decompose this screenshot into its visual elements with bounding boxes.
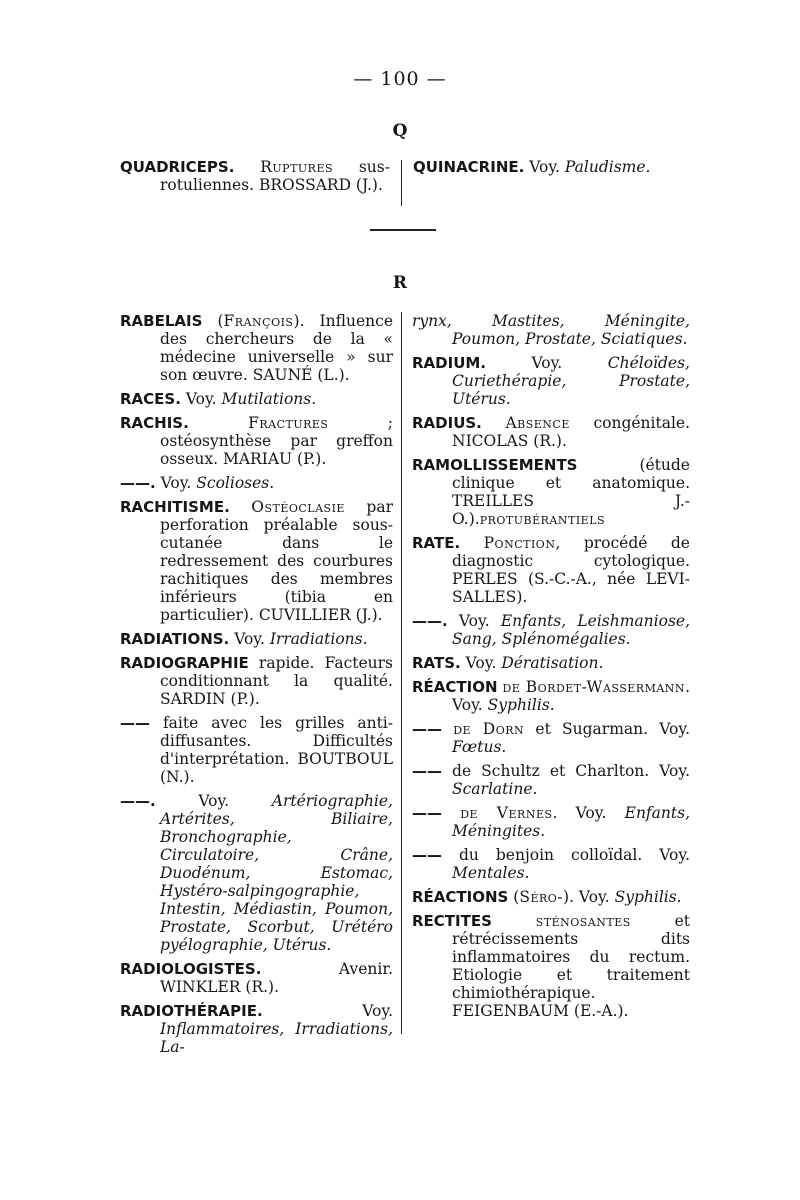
- column-divider: [401, 312, 402, 1034]
- entry-reference: Enfants, Méningites.: [452, 804, 690, 840]
- entry-reference: Mentales.: [452, 864, 530, 882]
- index-entry: [120, 714, 393, 786]
- entry-smallcaps: Ponction: [483, 534, 556, 552]
- entry-reference: Inflammatoires, Irradiations, La-: [160, 1020, 393, 1056]
- index-entry: [412, 888, 690, 906]
- entry-text: ). Influence des chercheurs de la « médecine universelle » sur son œuvre. SAUNÉ (L.).: [160, 312, 393, 384]
- entry-reference: Syphilis.: [487, 696, 555, 714]
- entry-text: ; ostéosynthèse par greffon osseux. MARIAU (P.).: [160, 414, 393, 468]
- entry-text: par perforation préalable sous-cutanée dans le redressement des courbures rachitiques des membres inférieurs (tibia en particulier). CUVILLIER (J.).: [160, 498, 393, 624]
- entry-headword: RAMOLLISSEMENTS: [412, 456, 578, 474]
- entry-headword: ——: [412, 804, 442, 822]
- entry-headword: RÉACTIONS: [412, 888, 509, 906]
- entry-headword: RECTITES: [412, 912, 492, 930]
- index-entry: [120, 474, 393, 492]
- entry-headword: RATS.: [412, 654, 461, 672]
- entry-text: Voy.: [460, 654, 502, 672]
- entry-text: Voy.: [229, 630, 270, 648]
- entry-headword: RABELAIS: [120, 312, 203, 330]
- entry-headword: RADIATIONS.: [120, 630, 230, 648]
- entry-reference: Enfants, Leishmaniose, Sang, Splénomégalies.: [452, 612, 690, 648]
- entry-headword: ——: [412, 720, 442, 738]
- entry-smallcaps: Ostéoclasie: [251, 498, 345, 516]
- entry-text: Avenir. WINKLER (R.).: [160, 960, 393, 996]
- entry-reference: Scolioses.: [196, 474, 275, 492]
- page-number: — 100 —: [353, 68, 447, 90]
- entry-headword: RÉACTION: [412, 678, 498, 696]
- index-entry: [412, 912, 690, 1020]
- section-letter-q: Q: [392, 121, 408, 141]
- entry-headword: RATE.: [412, 534, 461, 552]
- entry-text: sus-rotuliennes. BROSSARD (J.).: [160, 158, 390, 194]
- entry-headword: RADIUM.: [412, 354, 486, 372]
- entry-reference: Syphilis.: [614, 888, 682, 906]
- index-entry: [412, 534, 690, 606]
- index-entry: [120, 792, 393, 954]
- index-entry: [412, 312, 690, 348]
- entry-headword: QUADRICEPS.: [120, 158, 235, 176]
- entry-headword: RADIOGRAPHIE: [120, 654, 249, 672]
- entry-text: Voy.: [180, 390, 222, 408]
- entry-smallcaps: François: [223, 312, 294, 330]
- entry-smallcaps: de Vernes: [460, 804, 553, 822]
- entry-headword: ——: [412, 846, 442, 864]
- entry-text: faite avec les grilles anti-diffusantes. Difficultés d'interprétation. BOUTBOUL (N.).: [150, 714, 393, 786]
- section-r: [120, 312, 690, 1056]
- index-entry: [413, 158, 698, 176]
- entry-text: Voy.: [447, 612, 501, 630]
- entry-headword: ——.: [120, 792, 156, 810]
- index-entry: [412, 804, 690, 840]
- entry-headword: RACHITISME.: [120, 498, 230, 516]
- index-entry: [120, 960, 393, 996]
- entry-text: . Voy.: [452, 678, 690, 714]
- section-letter-r: R: [392, 273, 408, 293]
- index-entry: [120, 158, 390, 194]
- index-entry: [412, 456, 690, 528]
- entry-smallcaps: Fractures: [248, 414, 329, 432]
- entry-headword: RACHIS.: [120, 414, 189, 432]
- entry-headword: ——.: [120, 474, 156, 492]
- entry-reference: Dératisation.: [501, 654, 604, 672]
- entry-text: Voy.: [524, 158, 565, 176]
- index-entry: [120, 1002, 393, 1056]
- entry-reference: Fœtus.: [452, 738, 507, 756]
- entry-headword: RADIOTHÉRAPIE.: [120, 1002, 263, 1020]
- entry-smallcaps: Absence: [505, 414, 570, 432]
- entry-text: rapide. Facteurs conditionnant la qualité. SARDIN (P.).: [160, 654, 393, 708]
- index-entry: [412, 612, 690, 648]
- entry-text: Voy.: [486, 354, 608, 372]
- entry-headword: RADIUS.: [412, 414, 482, 432]
- column-divider: [401, 160, 402, 206]
- entry-reference: Mutilations.: [221, 390, 317, 408]
- entry-text: et rétrécissements dits inflammatoires du rectum. Etiologie et traitement chimiothérapique. FEIGENBAUM (E.-A.).: [452, 912, 690, 1020]
- entry-text: Voy.: [155, 792, 272, 810]
- section-q: [120, 158, 690, 208]
- entry-smallcaps: Ruptures: [260, 158, 334, 176]
- entry-headword: ——: [412, 762, 442, 780]
- entry-text: ). Voy.: [563, 888, 615, 906]
- entry-text: (: [508, 888, 520, 906]
- entry-headword: QUINACRINE.: [413, 158, 525, 176]
- entry-smallcaps: protubérantiels: [479, 510, 606, 528]
- index-entry: [412, 762, 690, 798]
- index-entry: [412, 654, 690, 672]
- entry-smallcaps: de Bordet-Wassermann: [502, 678, 686, 696]
- entry-reference: Scarlatine.: [452, 780, 538, 798]
- entry-text: du benjoin colloïdal. Voy.: [442, 846, 690, 864]
- section-r-right-column: [412, 312, 690, 1026]
- entry-headword: ——.: [412, 612, 448, 630]
- entry-smallcaps: sténosantes: [535, 912, 631, 930]
- section-r-left-column: [120, 312, 393, 1062]
- entry-text: et Sugarman. Voy.: [524, 720, 690, 738]
- entry-reference: Artériographie, Artérites, Biliaire, Bronchographie, Circulatoire, Crâne, Duodénum, Estomac, Hystéro-salpingographie, Intestin, Médiastin, Poumon, Prostate, Scorbut, Urétéro pyélographie, Utérus.: [160, 792, 393, 954]
- index-entry: [412, 846, 690, 882]
- entry-text: , procédé de diagnostic cytologique. PERLES (S.-C.-A., née LEVI-SALLES).: [452, 534, 690, 606]
- entry-reference: Irradiations.: [269, 630, 368, 648]
- entry-reference: rynx, Mastites, Méningite, Poumon, Prostate, Sciatiques.: [412, 312, 690, 348]
- index-entry: [412, 720, 690, 756]
- entry-headword: RACES.: [120, 390, 181, 408]
- entry-text: congénitale. NICOLAS (R.).: [452, 414, 690, 450]
- index-entry: [412, 414, 690, 450]
- entry-text: Voy.: [262, 1002, 393, 1020]
- index-entry: [412, 354, 690, 408]
- index-entry: [120, 390, 393, 408]
- entry-text: (: [202, 312, 224, 330]
- entry-text: Voy.: [155, 474, 197, 492]
- index-entry: [120, 630, 393, 648]
- entry-headword: ——: [120, 714, 150, 732]
- section-q-right-column: [413, 158, 698, 182]
- entry-headword: RADIOLOGISTES.: [120, 960, 262, 978]
- entry-smallcaps: de Dorn: [453, 720, 525, 738]
- entry-text: de Schultz et Charlton. Voy.: [442, 762, 690, 780]
- section-q-left-column: [120, 158, 390, 200]
- index-entry: [120, 498, 393, 624]
- entry-text: . Voy.: [552, 804, 625, 822]
- index-entry: [120, 312, 393, 384]
- entry-reference: Chéloïdes, Curiethérapie, Prostate, Utérus.: [452, 354, 690, 408]
- index-entry: [120, 654, 393, 708]
- entry-reference: Paludisme.: [564, 158, 651, 176]
- section-rule: [370, 229, 436, 231]
- entry-smallcaps: Séro-: [519, 888, 564, 906]
- entry-text: (étude clinique et anatomique. TREILLES J.-O.).: [452, 456, 690, 528]
- index-entry: [412, 678, 690, 714]
- index-entry: [120, 414, 393, 468]
